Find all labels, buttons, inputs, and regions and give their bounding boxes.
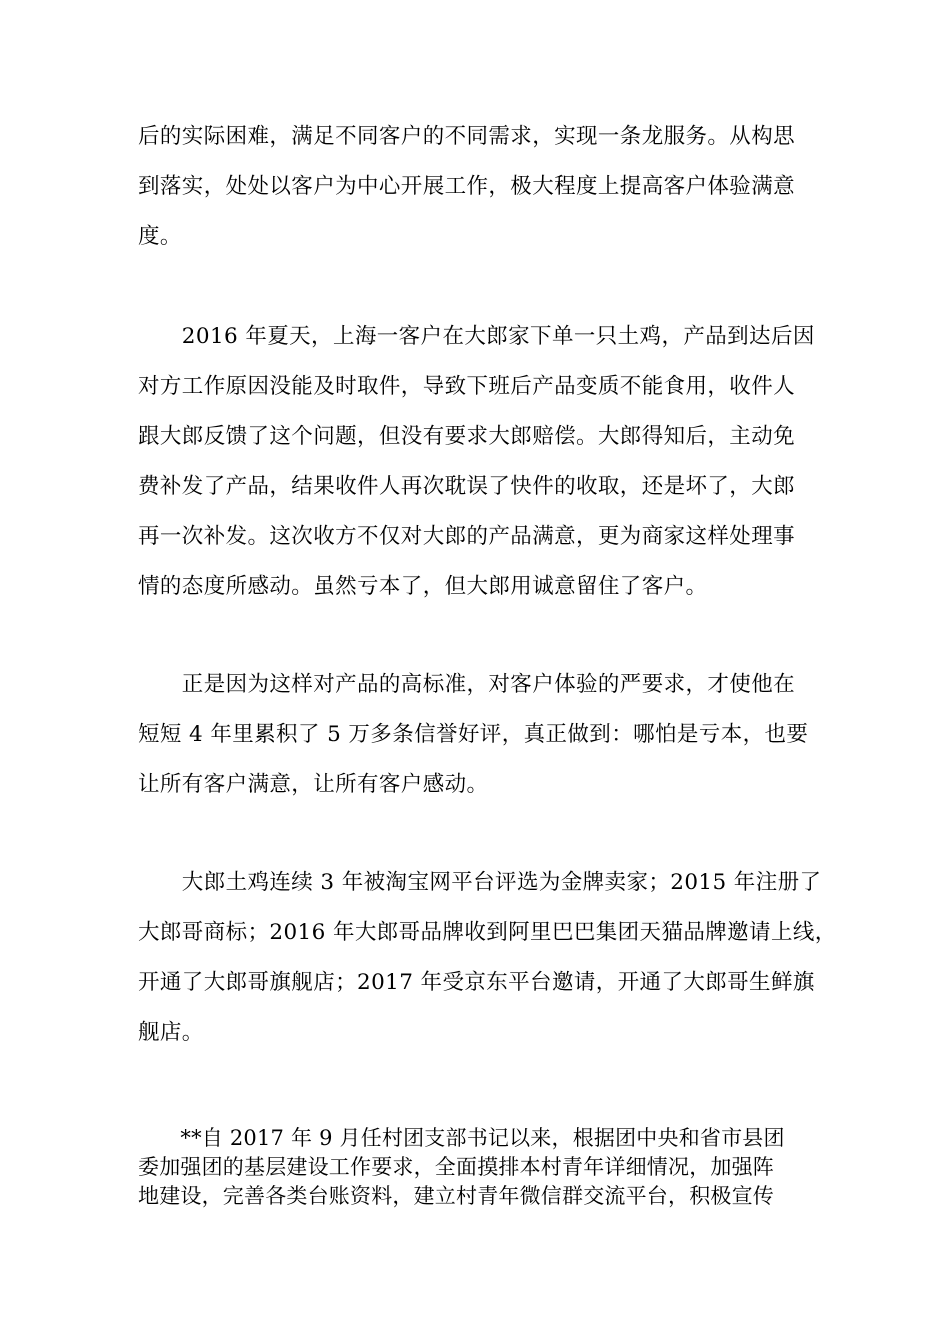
paragraph-line: 短短 4 年里累积了 5 万多条信誉好评，真正做到：哪怕是亏本，也要: [138, 722, 809, 747]
paragraph-line: 舰店。: [138, 1020, 204, 1045]
paragraph-line: 费补发了产品，结果收件人再次耽误了快件的收取，还是坏了，大郎: [138, 474, 796, 499]
paragraph-line: 正是因为这样对产品的高标准，对客户体验的严要求，才使他在: [138, 672, 796, 697]
paragraph-line: 大郎哥商标；2016 年大郎哥品牌收到阿里巴巴集团天猫品牌邀请上线，: [138, 920, 837, 945]
paragraph-line: 再一次补发。这次收方不仅对大郎的产品满意，更为商家这样处理事: [138, 524, 796, 549]
paragraph-line: 开通了大郎哥旗舰店；2017 年受京东平台邀请，开通了大郎哥生鲜旗: [138, 970, 815, 995]
paragraph-line: **自 2017 年 9 月任村团支部书记以来，根据团中央和省市县团: [138, 1126, 785, 1150]
paragraph-line: 对方工作原因没能及时取件，导致下班后产品变质不能食用，收件人: [138, 374, 796, 399]
paragraph-3: [138, 660, 828, 810]
paragraph-line: 让所有客户满意，让所有客户感动。: [138, 772, 489, 797]
paragraph-2: [138, 312, 828, 612]
paragraph-line: 2016 年夏天，上海一客户在大郎家下单一只土鸡，产品到达后因: [138, 324, 815, 349]
paragraph-line: 委加强团的基层建设工作要求，全面摸排本村青年详细情况，加强阵: [138, 1155, 774, 1179]
paragraph-1: [138, 112, 828, 262]
paragraph-line: 度。: [138, 224, 182, 249]
paragraph-line: 后的实际困难，满足不同客户的不同需求，实现一条龙服务。从构思: [138, 124, 796, 149]
paragraph-line: 大郎土鸡连续 3 年被淘宝网平台评选为金牌卖家；2015 年注册了: [138, 870, 822, 895]
paragraph-line: 情的态度所感动。虽然亏本了，但大郎用诚意留住了客户。: [138, 574, 708, 599]
paragraph-line: 地建设，完善各类台账资料，建立村青年微信群交流平台，积极宣传: [138, 1184, 774, 1208]
paragraph-5: [138, 1124, 828, 1211]
paragraph-line: 到落实，处处以客户为中心开展工作，极大程度上提高客户体验满意: [138, 174, 796, 199]
paragraph-line: 跟大郎反馈了这个问题，但没有要求大郎赔偿。大郎得知后，主动免: [138, 424, 796, 449]
paragraph-4: [138, 858, 837, 1058]
